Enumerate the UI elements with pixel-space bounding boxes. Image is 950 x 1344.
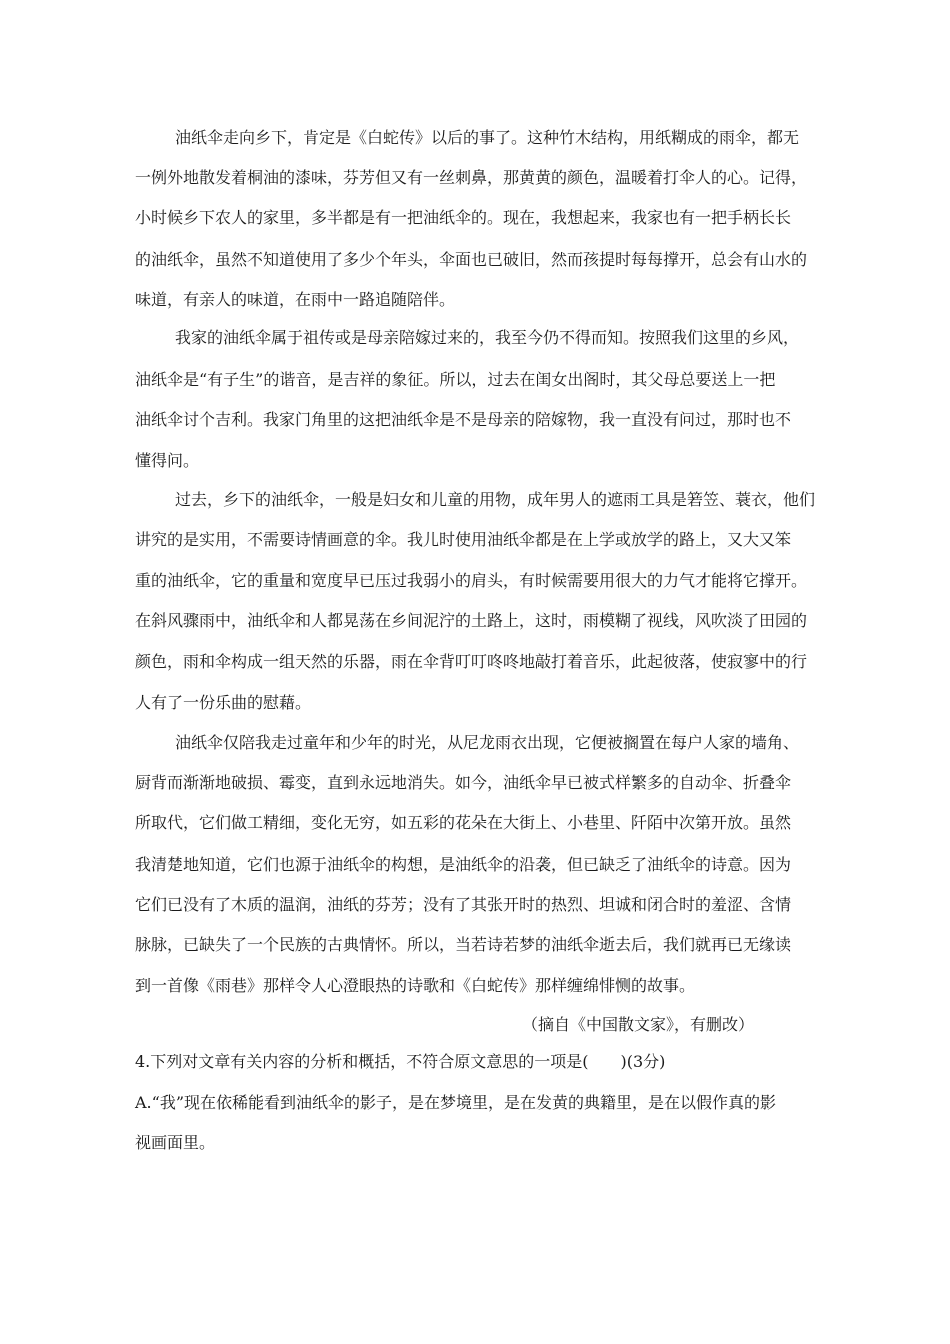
paragraph-3-line-5: 颜色，雨和伞构成一组天然的乐器，雨在伞背叮叮咚咚地敲打着音乐，此起彼落，使寂寥中的行	[135, 652, 808, 671]
paragraph-4-line-4: 我清楚地知道，它们也源于油纸伞的构想，是油纸伞的沿袭，但已缺乏了油纸伞的诗意。因为	[135, 855, 792, 874]
option-a-line-1: A.“我”现在依稀能看到油纸伞的影子，是在梦境里，是在发黄的典籍里，是在以假作真的影	[135, 1093, 777, 1112]
option-a-line-2: 视画面里。	[135, 1133, 216, 1152]
paragraph-4-line-3: 所取代，它们做工精细，变化无穷，如五彩的花朵在大街上、小巷里、阡陌中次第开放。虽然	[135, 813, 792, 832]
paragraph-1-line-1: 油纸伞走向乡下，肯定是《白蛇传》以后的事了。这种竹木结构，用纸糊成的雨伞，都无	[175, 128, 800, 147]
question-4-stem: 4.下列对文章有关内容的分析和概括，不符合原文意思的一项是( )(3分)	[135, 1052, 666, 1071]
article-source: （摘自《中国散文家》，有删改）	[522, 1015, 755, 1034]
paragraph-1-line-3: 小时候乡下农人的家里，多半都是有一把油纸伞的。现在，我想起来，我家也有一把手柄长长	[135, 208, 792, 227]
paragraph-1-line-5: 味道，有亲人的味道，在雨中一路追随陪伴。	[135, 290, 456, 309]
paragraph-3-line-3: 重的油纸伞，它的重量和宽度早已压过我弱小的肩头，有时候需要用很大的力气才能将它撑开。	[135, 571, 808, 590]
paragraph-2-line-2: 油纸伞是“有子生”的谐音，是吉祥的象征。所以，过去在闺女出阁时，其父母总要送上一把	[135, 370, 776, 389]
paragraph-3-line-4: 在斜风骤雨中，油纸伞和人都晃荡在乡间泥泞的土路上，这时，雨模糊了视线，风吹淡了田园的	[135, 611, 808, 630]
paragraph-4-line-2: 厨背而渐渐地破损、霉变，直到永远地消失。如今，油纸伞早已被式样繁多的自动伞、折叠伞	[135, 773, 792, 792]
paragraph-4-line-7: 到一首像《雨巷》那样令人心澄眼热的诗歌和《白蛇传》那样缠绵悱恻的故事。	[135, 976, 696, 995]
paragraph-1-line-2: 一例外地散发着桐油的漆味，芬芳但又有一丝刺鼻，那黄黄的颜色，温暖着打伞人的心。记得，	[135, 168, 808, 187]
paragraph-4-line-5: 它们已没有了木质的温润，油纸的芬芳；没有了其张开时的热烈、坦诚和闭合时的羞涩、含情	[135, 895, 792, 914]
paragraph-2-line-1: 我家的油纸伞属于祖传或是母亲陪嫁过来的，我至今仍不得而知。按照我们这里的乡风，	[175, 328, 800, 347]
paragraph-3-line-6: 人有了一份乐曲的慰藉。	[135, 693, 312, 712]
paragraph-4-line-6: 脉脉，已缺失了一个民族的古典情怀。所以，当若诗若梦的油纸伞逝去后，我们就再已无缘读	[135, 935, 792, 954]
paragraph-2-line-3: 油纸伞讨个吉利。我家门角里的这把油纸伞是不是母亲的陪嫁物，我一直没有问过，那时也不	[135, 410, 792, 429]
paragraph-3-line-1: 过去，乡下的油纸伞，一般是妇女和儿童的用物，成年男人的遮雨工具是箬笠、蓑衣，他们	[175, 490, 816, 509]
paragraph-3-line-2: 讲究的是实用，不需要诗情画意的伞。我儿时使用油纸伞都是在上学或放学的路上，又大又笨	[135, 530, 792, 549]
paragraph-4-line-1: 油纸伞仅陪我走过童年和少年的时光，从尼龙雨衣出现，它便被搁置在每户人家的墙角、	[175, 733, 800, 752]
paragraph-2-line-4: 懂得问。	[135, 451, 200, 470]
paragraph-1-line-4: 的油纸伞，虽然不知道使用了多少个年头，伞面也已破旧，然而孩提时每每撑开，总会有山水的	[135, 250, 808, 269]
